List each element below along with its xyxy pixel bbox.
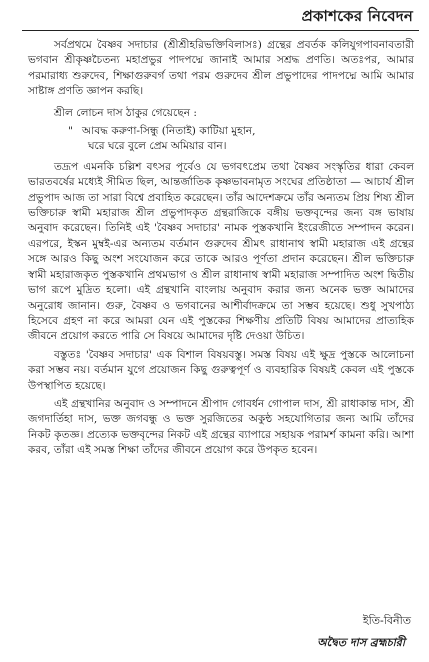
verse-line-2: ঘরে ঘরে বুলে প্রেম অমিয়ার বান। (88, 140, 227, 153)
paragraph-acknowledgement: এই গ্রন্থখানির অনুবাদ ও সম্পাদনে শ্রীপাদ গোবর্ধন গোপাল দাস, শ্রী রাধাকান্ত দাস, শ্রী জগদার্তিহা দাস, ভক্ত জগবন্ধু ও ভক্ত সুরজিতের অকুন্ঠ সহযোগিতার জন্য আমি তাঁদের নিকট কৃতজ্ঞ। প্রত্যেক ভক্তবৃন্দের নিকট এই গ্রন্থের ব্যাপারে সহায়ক পরামর্শ কামনা করি। আশা করব, তাঁরা এই সমস্ত শিক্ষা তাঁদের জীবনে প্রয়োগ করে উপকৃত হবেন। (28, 397, 414, 457)
verse-line-1: আবদ্ধ করুণা-সিন্ধু (নিতাই) কাটিয়া মুহান, (82, 125, 256, 138)
verse-quote (68, 124, 414, 155)
verse-intro: শ্রীল লোচন দাস ঠাকুর গেয়েছেন : (54, 106, 197, 119)
closing-text: ইতি-বিনীত (362, 614, 411, 627)
paragraph-scope: বস্তুতঃ 'বৈষ্ণব সদাচার' এক বিশাল বিষয়বস্তু। সমস্ত বিষয় এই ক্ষুদ্র পুস্তকে আলোচনা করা সম্ভব নয়। বর্তমান যুগে প্রয়োজন কিছু গুরুত্বপূর্ণ ও ব্যবহারিক বিষয়ই কেবল এই পুস্তকে উপস্থাপিত হয়েছে। (28, 348, 414, 392)
paragraph-intro: সর্বপ্রথমে বৈষ্ণব সদাচার (শ্রীশ্রীহরিভক্তিবিলাসঃ) গ্রন্থের প্রবর্তক কলিযুগপাবনাবতারী ভগবান শ্রীকৃষ্ণচৈতন্য মহাপ্রভুর পাদপদ্মে জানাই আমার সশ্রদ্ধ প্রণতি। অতঃপর, আমার পরমারাধ্য শুরুদেব, শিক্ষাগুরুবর্গ তথা পরম গুরুদেব শ্রীল প্রভুপাদের পাদপদ্মে আমি আমার সাষ্টাঙ্গ প্রণতি জ্ঞাপন করছি। (28, 39, 414, 98)
quote-mark: " (68, 125, 73, 138)
paragraph-history: তদ্রূপ এমনকি চল্লিশ বৎসর পূর্বেও যে ভগবৎপ্রেম তথা বৈষ্ণব সংস্কৃতির ধারা কেবল ভারতবর্ষের মধ্যেই সীমিত ছিল, আন্তর্জাতিক কৃষ্ণভাবনামৃত সংঘের প্রতিষ্ঠাতা — আচার্য শ্রীল প্রভুপাদ আজ তা সারা বিশ্বে প্রবাহিত করেছেন। তাঁর আদেশক্রমে তাঁর অন্যতম প্রিয় শিষ্য শ্রীল ভক্তিচারু স্বামী মহারাজ শ্রীল প্রভুপাদকৃত গ্রন্থরাজিকে বঙ্গীয় ভক্তবৃন্দের জন্য বঙ্গ ভাষায় অনুবাদ করেছেন। তিনিই এই 'বৈষ্ণব সদাচার' নামক পুস্তকখানি ইংরেজীতে সম্পাদন করেন। এরপরে, ইস্কন মুম্বই-এর অন্যতম বর্তমান গুরুদেব শ্রীমৎ রাধানাথ স্বামী মহারাজ এই গ্রন্থের সঙ্গে আরও কিছু অংশ সংযোজন করে তাকে আরও পূর্ণতা প্রদান করেছেন। শ্রীল ভক্তিচারু স্বামী মহারাজকৃত পুস্তকখানি প্রথমভাগ ও শ্রীল রাধানাথ স্বামী মহারাজ সম্পাদিত অংশ দ্বিতীয় ভাগ রূপে মুদ্রিত হলো। এই গ্রন্থখানি বাংলায় অনুবাদ করার জন্য অনেক ভক্ত আমাদের অনুরোধ জানান। গুরু, বৈষ্ণব ও ভগবানের আশীর্বাদক্রমে তা সম্ভব হয়েছে। শুধু সুখপাঠ্য হিসেবে গ্রহণ না করে আমরা যেন এই পুস্তকের শিক্ষণীয় প্রতিটি বিষয় আমাদের প্রাত্যহিক জীবনে প্রয়োগ করতে পারি সে বিষয়ে আমাদের দৃষ্টি দেওয়া উচিত। (28, 160, 415, 343)
signature: অদ্বৈত দাস ব্রহ্মচারী (317, 636, 405, 649)
header-divider (22, 30, 419, 31)
page-title: প্রকাশকের নিবেদন (301, 7, 413, 25)
body-text (28, 38, 414, 459)
